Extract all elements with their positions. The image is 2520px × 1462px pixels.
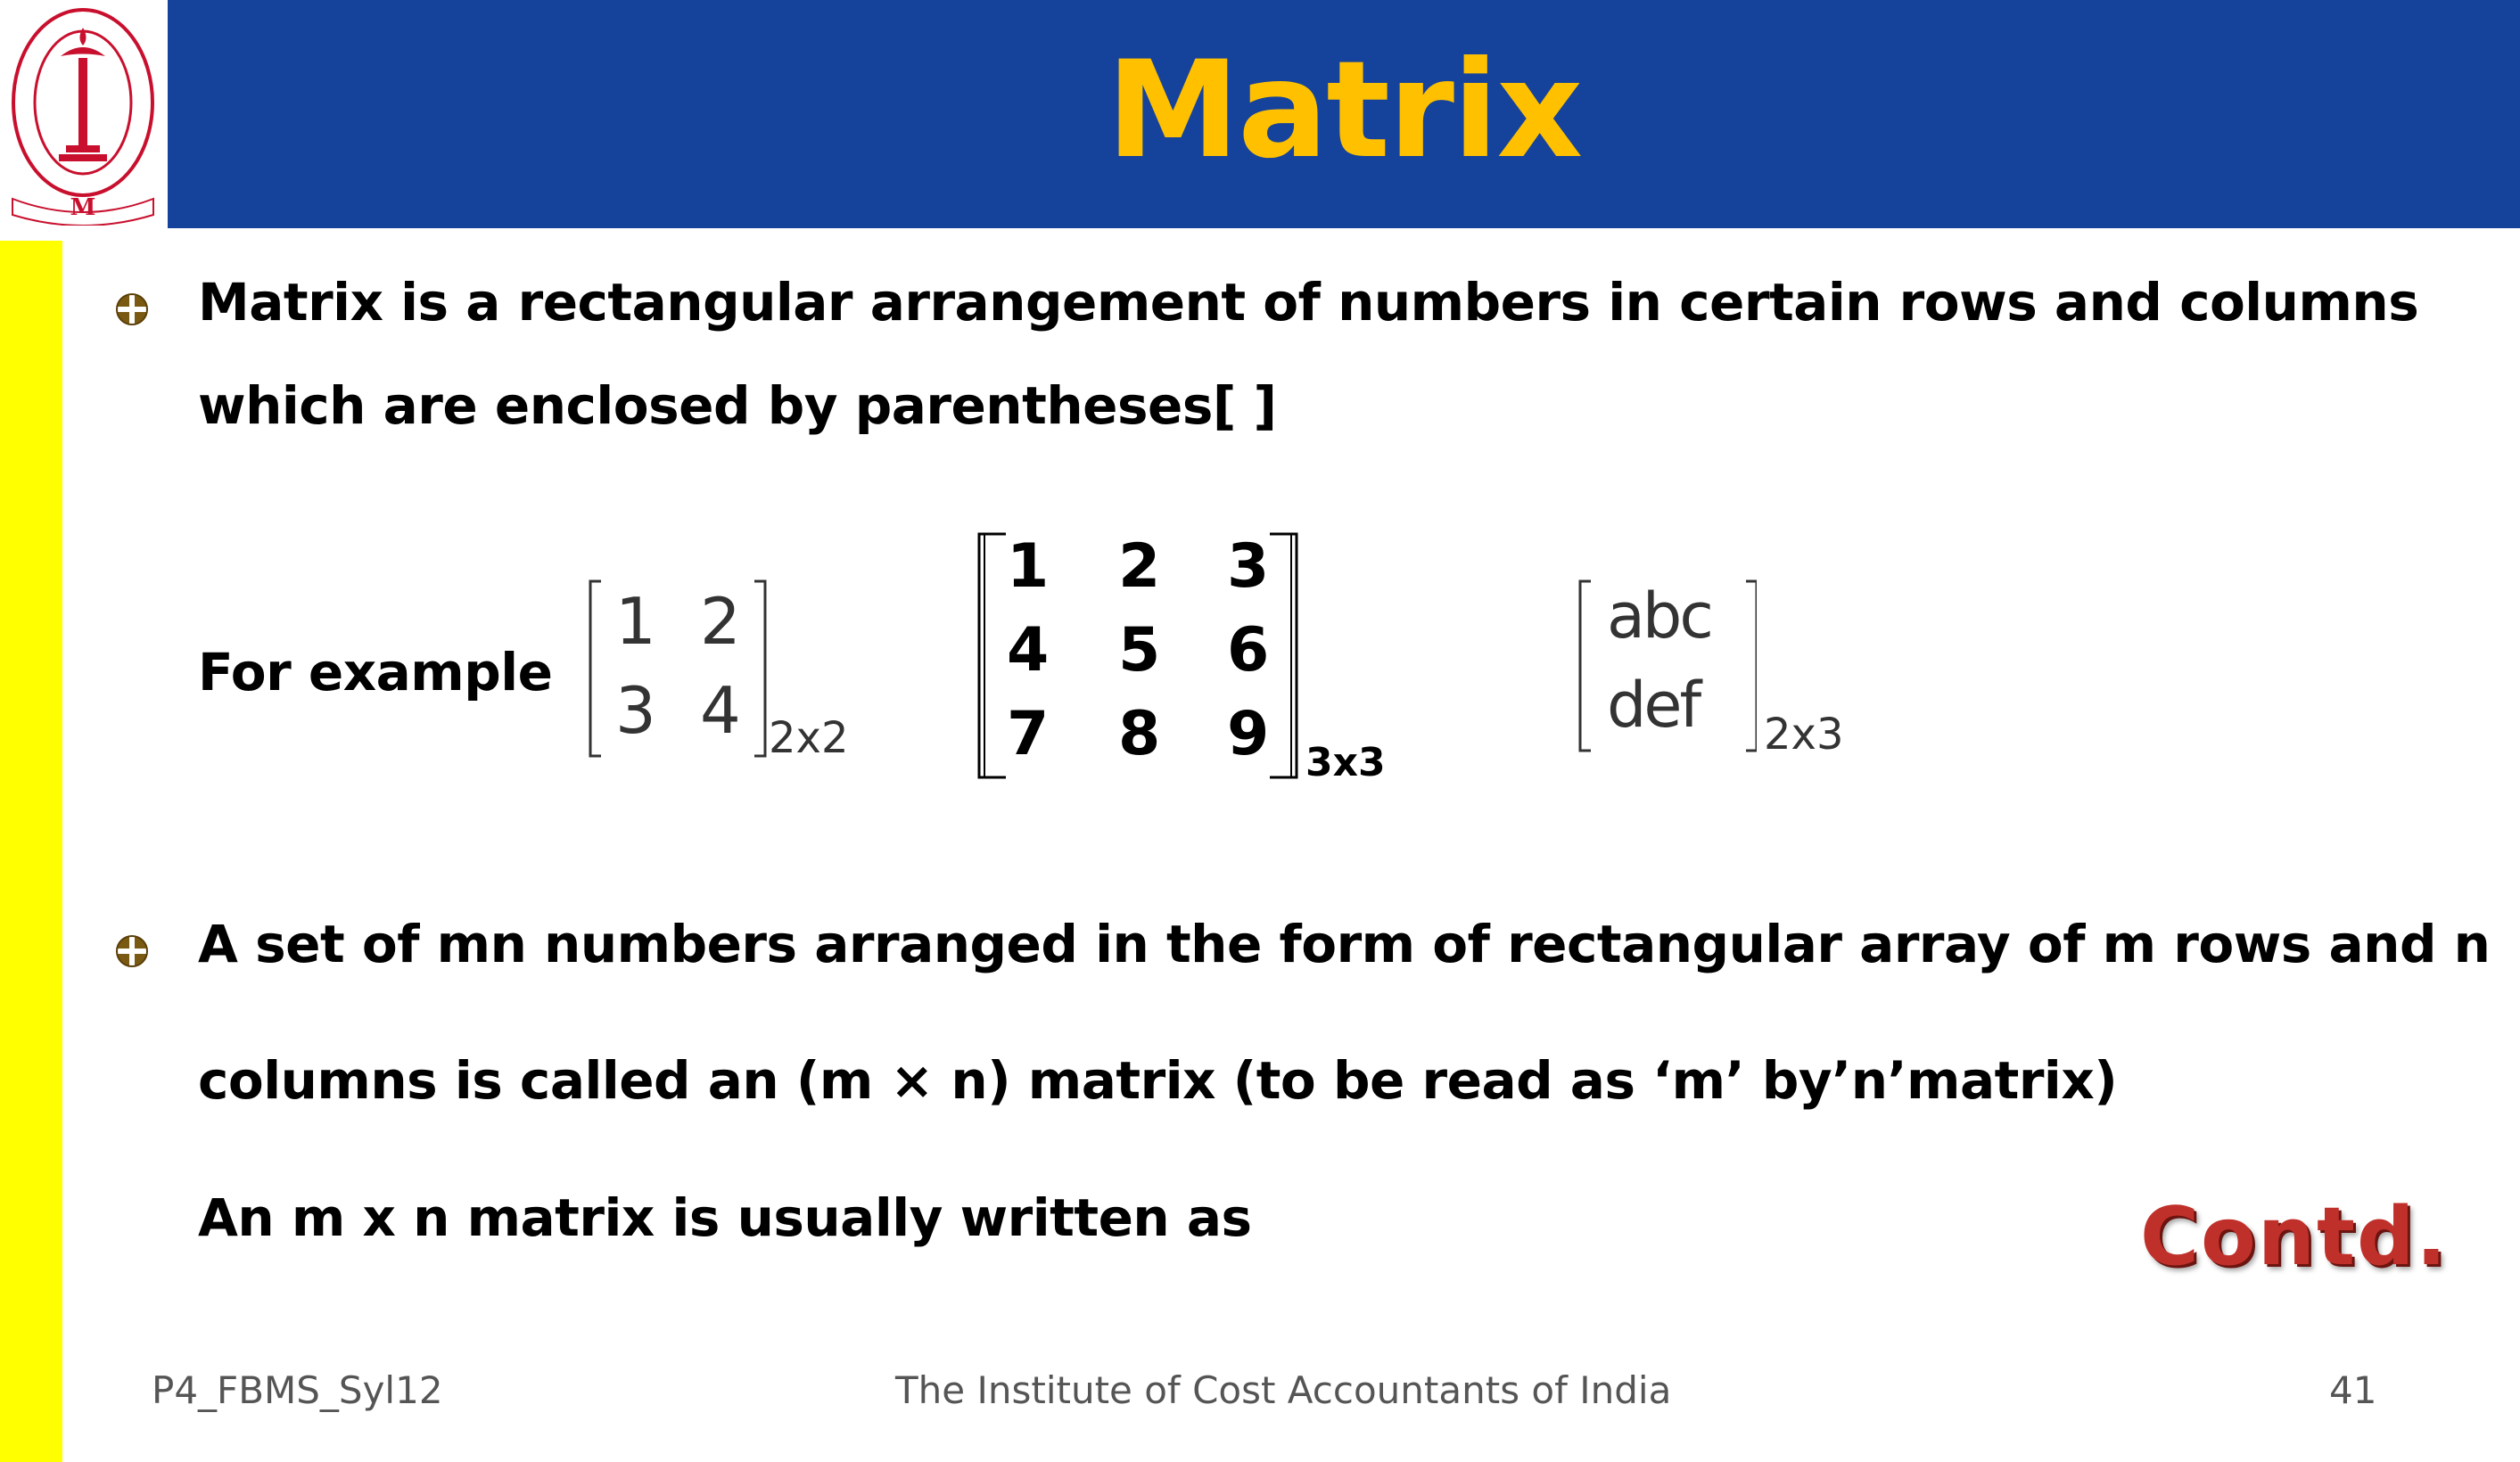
matrix-2x3: [1578, 579, 1864, 767]
bullet-1-line-2: which are enclosed by parentheses[ ]: [198, 375, 1277, 436]
matrix-3x3-cell: 4: [1007, 615, 1050, 686]
matrix-3x3-cell: 8: [1118, 699, 1161, 769]
matrix-2x2-cell: 3: [615, 673, 656, 748]
footer-page-number: 41: [2329, 1368, 2377, 1412]
matrix-3x3-cell: 6: [1227, 615, 1270, 686]
matrix-2x3-order: 2x3: [1764, 710, 1844, 760]
matrix-3x3-cell: 2: [1118, 531, 1161, 602]
bullet-1-line-1: Matrix is a rectangular arrangement of numbers in certain rows and columns: [198, 272, 2419, 333]
matrix-2x2: [589, 579, 856, 767]
matrix-2x3-row: def: [1607, 669, 1700, 742]
matrix-3x3-cell: 5: [1118, 615, 1161, 686]
matrix-3x3-cell: 1: [1007, 531, 1050, 602]
footer-course-code: P4_FBMS_Syl12: [152, 1368, 443, 1412]
institute-logo: [0, 0, 166, 228]
svg-text:M: M: [70, 194, 96, 221]
matrix-3x3-cell: 7: [1007, 699, 1050, 769]
institute-seal-icon: [7, 3, 159, 226]
matrix-2x2-order: 2x2: [769, 713, 849, 763]
footer-institute-name: The Institute of Cost Accountants of India: [895, 1368, 1672, 1412]
matrix-3x3-order: 3x3: [1305, 740, 1386, 785]
matrix-3x3: [976, 531, 1421, 790]
bullet-2-line-1: A set of mn numbers arranged in the form of rectangular array of m rows and n: [198, 914, 2491, 974]
contd-link[interactable]: Contd.: [2140, 1190, 2449, 1284]
title-bar: [168, 0, 2520, 228]
example-label: For example: [198, 642, 553, 702]
bullet-icon: [114, 933, 150, 969]
matrix-2x2-cell: 4: [700, 673, 741, 748]
bullet-icon: [114, 292, 150, 327]
matrix-2x2-cell: 1: [615, 584, 656, 659]
bullet-2-line-2: columns is called an (m × n) matrix (to be read as ‘m’ by’n’matrix): [198, 1050, 2118, 1111]
matrix-2x3-row: abc: [1607, 579, 1711, 653]
matrix-3x3-cell: 3: [1227, 531, 1270, 602]
page-title: Matrix: [1106, 33, 1582, 188]
bullet-2-line-3: An m x n matrix is usually written as: [198, 1187, 1252, 1248]
side-accent-strip: [0, 241, 62, 1462]
matrix-3x3-cell: 9: [1227, 699, 1270, 769]
matrix-2x2-cell: 2: [700, 584, 741, 659]
